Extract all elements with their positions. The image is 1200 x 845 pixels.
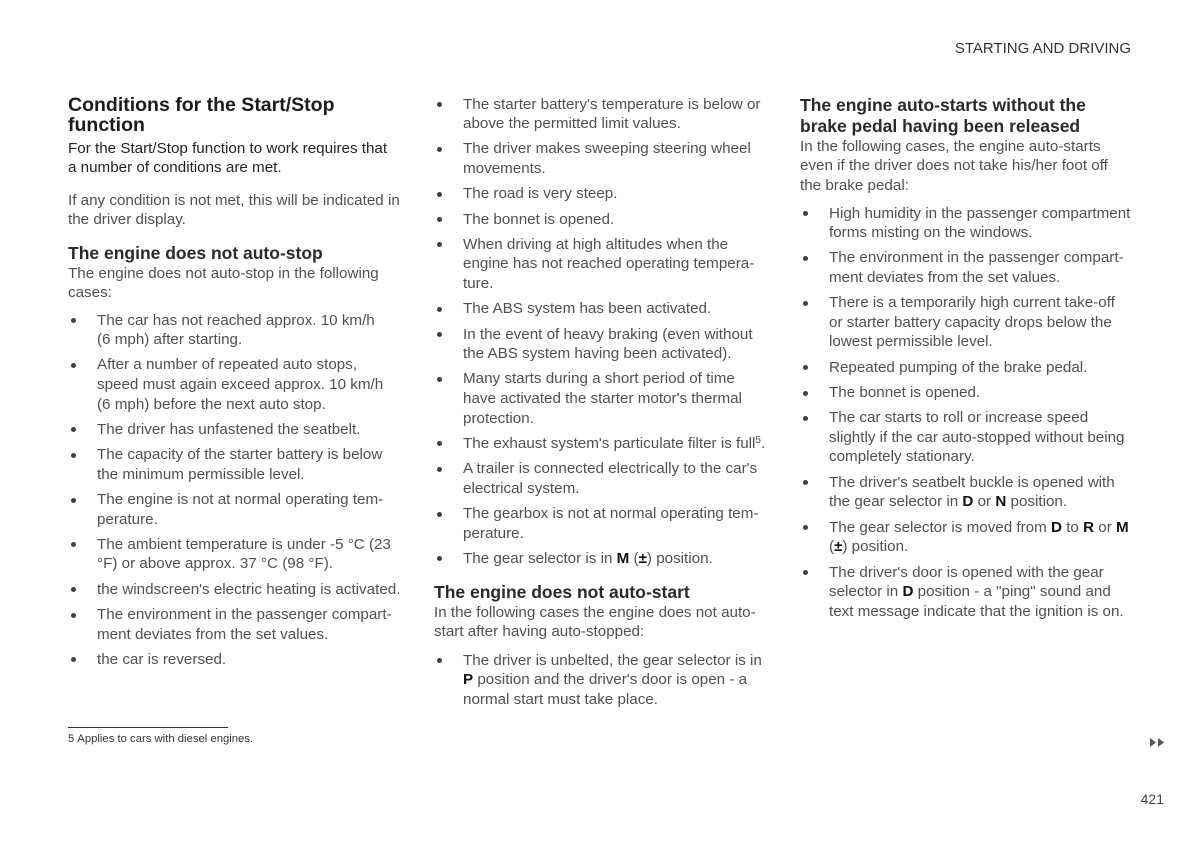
section-title: Conditions for the Start/Stop function — [68, 93, 335, 136]
item-text: ( — [629, 549, 639, 567]
gear-symbol: ± — [834, 538, 843, 556]
no-auto-stop-item: The car has not reached approx. 10 km/h (6 mph) after starting. — [68, 311, 400, 350]
gear-position-letter: M — [616, 549, 630, 567]
gear-position-letter: R — [1083, 518, 1095, 536]
no-auto-stop-item: After a number of repeated auto stops, speed must again exceed approx. 10 km/h (6 mph) before the next auto stop. — [68, 355, 400, 414]
gear-symbol: ± — [638, 549, 647, 567]
no-auto-stop-list-continued — [434, 95, 765, 575]
no-auto-stop-item: Many starts during a short period of time have activated the starter motor's thermal protection. — [434, 369, 765, 428]
auto-start-item — [800, 518, 1130, 557]
auto-start-item: Repeated pumping of the brake pedal. — [800, 358, 1130, 378]
auto-start-item — [800, 563, 1130, 622]
no-auto-stop-item — [434, 434, 765, 454]
no-auto-stop-item: The driver has unfastened the seatbelt. — [68, 420, 400, 440]
footnote-text: Applies to cars with diesel engines. — [77, 732, 254, 745]
no-auto-stop-item: The ambient temperature is under -5 °C (23 °F) or above approx. 37 °C (98 °F). — [68, 535, 400, 574]
no-auto-stop-item: The starter battery's temperature is below or above the permitted limit values. — [434, 95, 765, 134]
item-text: The driver is unbelted, the gear selector is in — [463, 651, 762, 669]
subsection-heading-auto-start: The engine auto-starts without the brake pedal having been released — [800, 95, 1086, 136]
item-text: or — [1094, 518, 1116, 536]
footnote-number: 5 — [68, 732, 75, 745]
item-text: or — [973, 493, 996, 511]
gear-position-letter: M — [1116, 518, 1129, 536]
no-auto-stop-item: The capacity of the starter battery is below the minimum permissible level. — [68, 445, 400, 484]
item-text: ) position. — [842, 538, 909, 556]
arrow-triangle — [1158, 738, 1164, 747]
auto-start-item: The car starts to roll or increase speed slightly if the car auto-stopped without being completely stationary. — [800, 408, 1130, 467]
auto-start-item — [800, 473, 1130, 512]
no-auto-stop-item: The driver makes sweeping steering wheel movements. — [434, 139, 765, 178]
note-paragraph: If any condition is not met, this will be indicated in the driver display. — [68, 191, 400, 229]
item-text: The exhaust system's particulate filter is full — [463, 434, 756, 452]
no-auto-stop-item: The ABS system has been activated. — [434, 299, 765, 319]
no-auto-start-item — [434, 651, 762, 710]
auto-start-list — [800, 204, 1130, 627]
no-auto-stop-item: The environment in the passenger compart- ment deviates from the set values. — [68, 605, 400, 644]
item-text: position - a "ping" sound and text message indicate that the ignition is on. — [829, 583, 1124, 620]
item-text: The driver's door is opened with the gear selector in — [829, 563, 1104, 601]
no-auto-stop-lead: The engine does not auto-stop in the following cases: — [68, 264, 379, 302]
auto-start-item: The bonnet is opened. — [800, 383, 1130, 403]
item-text: The gear selector is moved from — [829, 518, 1051, 536]
no-auto-stop-item: the car is reversed. — [68, 650, 400, 670]
gear-position-letter: D — [962, 493, 974, 511]
footnote — [68, 732, 253, 746]
no-auto-stop-item: The road is very steep. — [434, 184, 765, 204]
subsection-heading-no-auto-start: The engine does not auto-start — [434, 582, 690, 602]
item-text: position. — [1006, 493, 1068, 511]
gear-position-letter: D — [1051, 518, 1062, 536]
page-number: 421 — [1140, 791, 1164, 807]
auto-start-item: There is a temporarily high current take-off or starter battery capacity drops below the lowest permissible level. — [800, 293, 1130, 352]
no-auto-stop-item: The gearbox is not at normal operating tem- perature. — [434, 504, 765, 543]
no-auto-stop-item: When driving at high altitudes when the engine has not reached operating tempera- ture. — [434, 235, 765, 294]
footnote-divider — [68, 727, 228, 728]
double-arrow-right-icon-graphic — [1150, 738, 1166, 747]
no-auto-stop-item — [434, 549, 765, 569]
footnote-reference: 5 — [755, 434, 761, 446]
no-auto-stop-item: the windscreen's electric heating is activated. — [68, 580, 400, 600]
no-auto-stop-item: The bonnet is opened. — [434, 210, 765, 230]
gear-position-letter: N — [995, 493, 1007, 511]
no-auto-start-lead: In the following cases the engine does not auto- start after having auto-stopped: — [434, 603, 756, 641]
item-text: ( — [829, 538, 835, 556]
item-text: The gear selector is in — [463, 549, 617, 567]
no-auto-stop-item: In the event of heavy braking (even without the ABS system having been activated). — [434, 325, 765, 364]
item-text: The driver's seatbelt buckle is opened with the gear selector in — [829, 473, 1115, 511]
subsection-heading-no-auto-stop: The engine does not auto-stop — [68, 243, 323, 263]
item-text: . — [760, 434, 766, 452]
no-auto-stop-item: A trailer is connected electrically to the car's electrical system. — [434, 459, 765, 498]
auto-start-item: High humidity in the passenger compartment forms misting on the windows. — [800, 204, 1130, 243]
no-auto-start-list — [434, 651, 762, 715]
gear-position-letter: D — [902, 583, 914, 601]
gear-position-letter: P — [463, 671, 474, 689]
intro-paragraph: For the Start/Stop function to work requires that a number of conditions are met. — [68, 139, 388, 177]
item-text: ) position. — [646, 549, 713, 567]
item-text: position and the driver's door is open - a normal start must take place. — [463, 671, 748, 708]
auto-start-item: The environment in the passenger compart- ment deviates from the set values. — [800, 248, 1130, 287]
no-auto-stop-list — [68, 311, 400, 676]
no-auto-stop-item: The engine is not at normal operating tem- perature. — [68, 490, 400, 529]
arrow-triangle — [1150, 738, 1156, 747]
section-header: STARTING AND DRIVING — [954, 40, 1131, 57]
item-text: to — [1061, 518, 1084, 536]
double-arrow-right-icon — [1150, 738, 1166, 747]
auto-start-lead: In the following cases, the engine auto-starts even if the driver does not take his/her foot off the brake pedal: — [800, 137, 1108, 194]
